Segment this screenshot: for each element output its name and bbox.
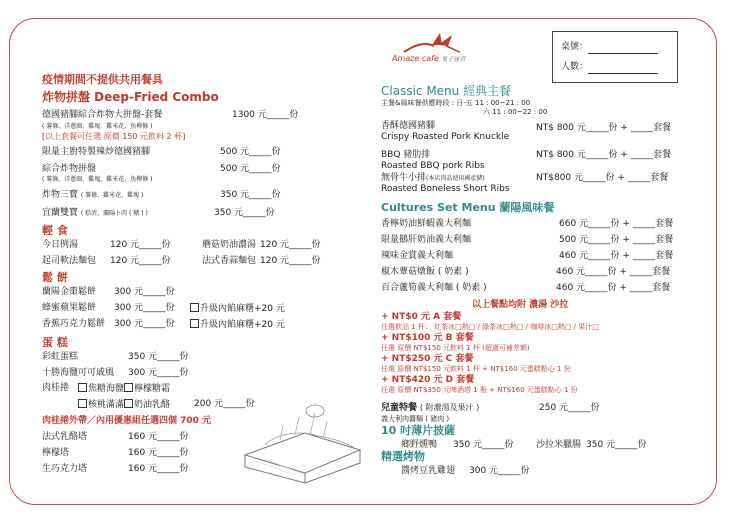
light-row: 今日例湯 120 元_____份 蘑菇奶油濃湯 120 元_____份 <box>42 240 321 250</box>
people-label: 人數： <box>561 62 589 72</box>
notice-text: 疫情期間不提供共用餐具 <box>42 73 163 86</box>
set-desc-c: 任選 原價 NT$150 元飲料 1 杯 + NT$160 元蛋糕點心 1 份 <box>381 365 571 373</box>
set-head-c: + NT$250 元 C 套餐 <box>381 354 474 364</box>
fried-item: 限量主廚特製辣炒德國豬腳 500 元_____份 <box>42 147 281 157</box>
set-head-a: + NT$0 元 A 套餐 <box>381 312 462 322</box>
tart-row: 檸檬塔 160 元_____份 <box>42 448 189 458</box>
set-desc-a: 任選飲品 1 杯： 紅茶冰□熱□ / 綠茶冰□熱□ / 咖啡冰□熱□ / 果汁□ <box>381 323 599 331</box>
kids-meal-sub: 義大利肉醬麵 ( 豬肉 ) <box>381 415 450 423</box>
muffin-row: 香蕉巧克力鬆餅 300 元_____份 升級內餡麻糬+20 元 <box>42 319 285 330</box>
cinnamon-roll-row: 肉桂捲 焦糖海鹽 檸檬糖霜 核桃滿滿 奶油乳酪 200 元_____份 <box>42 383 255 410</box>
upgrade-mochi-checkbox[interactable] <box>190 319 199 328</box>
table-label: 桌號： <box>561 42 589 52</box>
cake-row: 彩虹蛋糕 350 元_____份 <box>42 352 189 362</box>
cultures-row: 限量鵝肝奶油義大利麵 500 元_____份 + _____套餐 <box>381 235 674 245</box>
cake-row: 十勝海鹽可可戚風 300 元_____份 <box>42 368 189 378</box>
logo-tagline: 兔子迷宮 <box>441 56 466 63</box>
table-number-box <box>552 31 678 83</box>
light-section-title: 輕 食 <box>42 224 68 237</box>
classic-hours: 主餐&風味餐供應時段 : 日-五 11 : 00~21 : 00 <box>381 99 531 107</box>
roll-option-checkbox[interactable] <box>78 383 87 392</box>
set-head-d: + NT$420 元 D 套餐 <box>381 375 475 385</box>
logo <box>392 30 472 66</box>
cultures-row: 百合蘆筍義大利麵 ( 奶素 ) 460 元_____份 + _____套餐 <box>381 283 671 293</box>
fried-section-title: 炸物拼盤 Deep-Fried Combo <box>42 90 219 104</box>
fried-item: 綜合炸物拼盤 500 元_____份 <box>42 164 281 174</box>
tart-row: 法式乳酪塔 160 元_____份 <box>42 432 189 442</box>
cultures-row: 辣味金賞義大利麵 460 元_____份 + _____套餐 <box>381 251 674 261</box>
fried-note: ( 薯條、洋蔥圈、雞塊、雞米花、魚柳條 ) <box>42 176 153 183</box>
upgrade-mochi-checkbox[interactable] <box>190 303 199 312</box>
cultures-row: 香檸奶油鮮蝦義大利麵 660 元_____份 + _____套餐 <box>381 219 674 229</box>
roll-option-checkbox[interactable] <box>78 399 87 408</box>
cultures-section-title: Cultures Set Menu 蘭陽風味餐 <box>381 201 555 214</box>
set-section-title: 以上餐點均附 濃湯 沙拉 <box>472 300 569 310</box>
logo-brand: Amaze cafe <box>392 54 439 63</box>
fried-promo: [以上套餐可任選 原價 150 元飲料 2 杯] <box>42 132 186 141</box>
set-head-b: + NT$100 元 B 套餐 <box>381 333 474 343</box>
classic-item: 香酥德國豬腳 Crispy Roasted Pork Knuckle NT$ 800 元_____份 + _____套餐 <box>381 121 672 142</box>
light-row: 起司軟法麵包 120 元_____份 法式香蒜麵包 120 元_____份 <box>42 256 321 266</box>
cake-sketch-illustration <box>235 395 375 485</box>
muffin-row: 蜂蜜蘋果鬆餅 300 元_____份 升級內餡麻糬+20 元 <box>42 303 285 314</box>
muffin-section-title: 鬆 餅 <box>42 271 68 284</box>
classic-item: BBQ 豬肋排 Roasted BBQ pork Ribs NT$ 800 元_____份 + _____套餐 <box>381 150 672 171</box>
table-number-field[interactable] <box>588 42 658 54</box>
classic-item: 無骨牛小排(本店肉品使用國產豬) Roasted Boneless Short Ribs NT$800 元_____份 + _____套餐 <box>381 173 669 194</box>
pizza-section-title: 10 吋薄片披薩 <box>381 424 456 437</box>
set-desc-b: 任選 原價 NT$150 元飲料 1 杯 (超過可補差額) <box>381 344 530 352</box>
cake-section-title: 蛋 糕 <box>42 336 68 349</box>
rabbit-ears-logo-icon <box>402 30 462 54</box>
kids-meal-row: 兒童特餐 ( 附濃湯及果汁 ) 250 元_____份 <box>381 403 600 413</box>
classic-hours-saturday: 六 11 : 00~22 : 00 <box>483 108 548 116</box>
tart-row: 生巧克力塔 160 元_____份 <box>42 464 189 474</box>
cultures-row: 椒木蕈菇燉飯 ( 奶素 ) 460 元_____份 + _____套餐 <box>381 267 671 277</box>
set-desc-d: 任選 原價 NT$350 元啤酒塔 1 瓶 + NT$160 元蛋糕點心 1 份 <box>381 386 578 394</box>
grill-section-title: 精選烤物 <box>381 450 425 463</box>
fried-item: 德國豬腳綜合炸物大拼盤-套餐 1300 元_____份 <box>42 110 299 120</box>
people-count-field[interactable] <box>588 62 658 74</box>
fried-note: ( 薯條、洋蔥圈、雞塊、雞米花、魚柳條 ) <box>42 123 153 130</box>
fried-item: 炸物三寶 ( 薯條、雞米花、雞塊 ) 350 元_____份 <box>42 190 281 200</box>
roll-option-checkbox[interactable] <box>124 383 133 392</box>
roll-option-checkbox[interactable] <box>124 399 133 408</box>
muffin-row: 蘭陽金棗鬆餅 300 元_____份 <box>42 287 175 297</box>
fried-item: 宜蘭雙寶 ( 糕渣、蘭陽卜肉 ( 豬 ) ) 350 元_____份 <box>42 208 275 218</box>
classic-section-title: Classic Menu 經典主餐 <box>381 84 512 98</box>
menu-page: Amaze cafe 兔子迷宮 桌號： 人數： 疫情期間不提供共用餐具 炸物拼盤 Deep-Fried Combo 德國豬腳綜合炸物大拼盤-套餐 1300 元_____份 ( 薯條、洋蔥圈、雞塊、雞米花、魚柳條 ) [以上套餐可任選 原價 150 元飲料 2 杯] 限量主廚特製辣炒德國豬腳 500 元_____份 綜合炸物拼盤 500 元_____份 ( 薯條、洋蔥圈、雞塊、雞米花、魚柳條 ) 炸物三寶 ( 薯條、雞米花、雞塊 ) 350 元_____份 宜蘭雙寶 ( 糕渣、蘭陽卜肉 ( 豬 ) ) 350 元_____份 輕 食 今日例湯 120 元_____份 蘑菇奶油濃湯 120 元_____份 起司軟法麵包 120 元_____份 法式香蒜麵包 120 元_____份 鬆 餅 蘭陽金棗鬆餅 300 元_____份 蜂蜜蘋果鬆餅 300 元_____份 升級內餡麻糬+20 元 香蕉巧克力鬆餅 300 元_____份 升級內餡麻糬+20 元 蛋 糕 彩虹蛋糕 350 元_____份 十勝海鹽可可戚風 300 元_____份 肉桂捲 焦糖海鹽 檸檬糖霜 核桃滿滿 奶油乳酪 200 元_____份 肉桂捲外帶／內用優惠組任選四個 700 元 法式乳酪塔 160 元_____份 檸檬塔 160 元_____份 生巧克力塔 160 元_____份 Classic Menu 經典主餐 主餐&風味餐供應時段 : 日-五 11 : 00~21 : 00 六 11 : 00~22 : 00 香酥德國豬腳 Crispy Roasted Pork Knuckle NT$ 800 元_____份 + _____套餐 BBQ 豬肋排 Roasted BBQ pork Ribs NT$ 800 元_____份 + _____套餐 無骨牛小排(本店肉品使用國產豬) Roasted Boneless Short Ribs NT$800 元_____份 + _____套餐 Cultures Set Menu 蘭陽風味餐 香檸奶油鮮蝦義大利麵 660 元_____份 + _____套餐 限量鵝肝奶油義大利麵 500 元_____份 + _____套餐 辣味金賞義大利麵 460 元_____份 + _____套餐 椒木蕈菇燉飯 ( 奶素 ) 460 元_____份 + _____套餐 百合蘆筍義大利麵 ( 奶素 ) 460 元_____份 + _____套餐 以上餐點均附 濃湯 沙拉 + NT$0 元 A 套餐 任選飲品 1 杯： 紅茶冰□熱□ / 綠茶冰□熱□ / 咖啡冰□熱□ / 果汁□ + NT$100 元 B 套餐 任選 原價 NT$150 元飲料 1 杯 (超過可補差額) + NT$250 元 C 套餐 任選 原價 NT$150 元飲料 1 杯 + NT$160 元蛋糕點心 1 份 + NT$420 元 D 套餐 任選 原價 NT$350 元啤酒塔 1 瓶 + NT$160 元蛋糕點心 1 份 兒童特餐 ( 附濃湯及果汁 ) 250 元_____份 義大利肉醬麵 ( 豬肉 ) 10 吋薄片披薩 鄉野燻鴨 350 元_____份 沙拉米臘腸 350 元_____份 精選烤物 醬烤豆乳雞翅 300 元_____份 <box>0 0 730 515</box>
tart-promo: 肉桂捲外帶／內用優惠組任選四個 700 元 <box>42 416 212 426</box>
